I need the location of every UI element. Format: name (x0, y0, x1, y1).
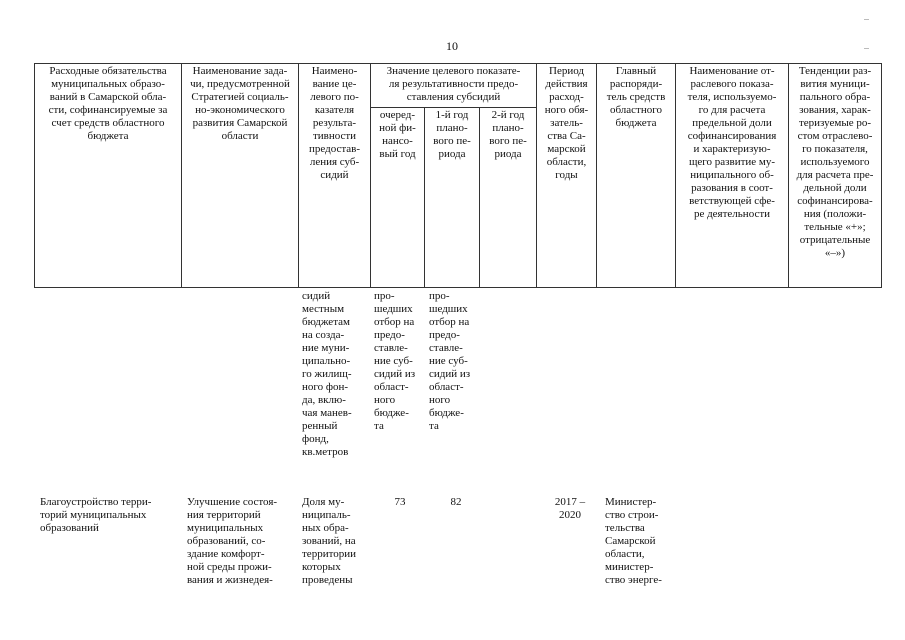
row1-indicator-text: сидий местным бюджетам на созда- ние муни- ципально- го жилищ- ного фон- да, вклю- чая манев- ренный фонд, кв.метров (302, 290, 352, 458)
corner-mark (864, 19, 869, 20)
header-plan-year-1: 1-й год плано- вого пе- риода (433, 109, 471, 160)
row2-current-year-value: 73 (394, 496, 406, 508)
header-task-name: Наименование зада- чи, предусмотренной Стратегией социаль- но-экономического развития Самарской области (190, 65, 290, 142)
row2-expenditure-obligation: Благоустройство терри- торий муниципальных образований (40, 496, 152, 534)
header-indicator-values: Значение целевого показате- ля результативности предо- ставления субсидий (386, 65, 521, 103)
page-number: 10 (446, 39, 458, 53)
header-plan-year-2: 2-й год плано- вого пе- риода (489, 109, 527, 160)
corner-mark (864, 48, 869, 49)
row1-current-year-text: про- шедших отбор на предо- ставле- ние суб- сидий из област- ного бюдже- та (374, 290, 416, 432)
header-sector-indicator: Наименование от- раслевого показа- теля, используемо- го для расчета предельной доли софинансирования и характеризую- щего развитие му- ниципального об- разования в соот- ветствующей сфе- ре деятельности (687, 65, 777, 220)
row2-chief-administrator: Министер- ство строи- тельства Самарской области, министер- ство энерге- (605, 496, 662, 586)
row2-period: 2017 – 2020 (554, 496, 586, 521)
row2-indicator-name: Доля му- ниципаль- ных обра- зований, на территории которых проведены (302, 496, 357, 586)
header-current-year: очеред- ной фи- нансо- вый год (379, 109, 416, 160)
header-development-trends: Тенденции раз- вития муници- пального обра- зования, харак- теризуемые ро- стом отраслево- го показателя, используемого для расчета пре- дельной доли софинансирова- ния (положи- тельные «+»; отрицательные «–») (796, 65, 874, 259)
row2-plan-year-1-value: 82 (450, 496, 462, 508)
header-expenditure-obligations: Расходные обязательства муниципальных образо- ваний в Самарской обла- сти, софинансируемые за счет средств областного бюджета (48, 65, 168, 142)
header-period: Период действия расход- ного обя- затель- ства Са- марской области, годы (544, 65, 589, 181)
row1-plan-year-1-text: про- шедших отбор на предо- ставле- ние суб- сидий из област- ного бюдже- та (429, 290, 471, 432)
header-chief-administrator: Главный распоряди- тель средств областного бюджета (606, 65, 666, 129)
header-indicator-name: Наимено- вание це- левого по- казателя результа- тивности предостав- ления суб- сидий (308, 65, 361, 181)
row2-task-name: Улучшение состоя- ния территорий муниципальных образований, со- здание комфорт- ной среды прожи- вания и жизнедея- (187, 496, 278, 586)
